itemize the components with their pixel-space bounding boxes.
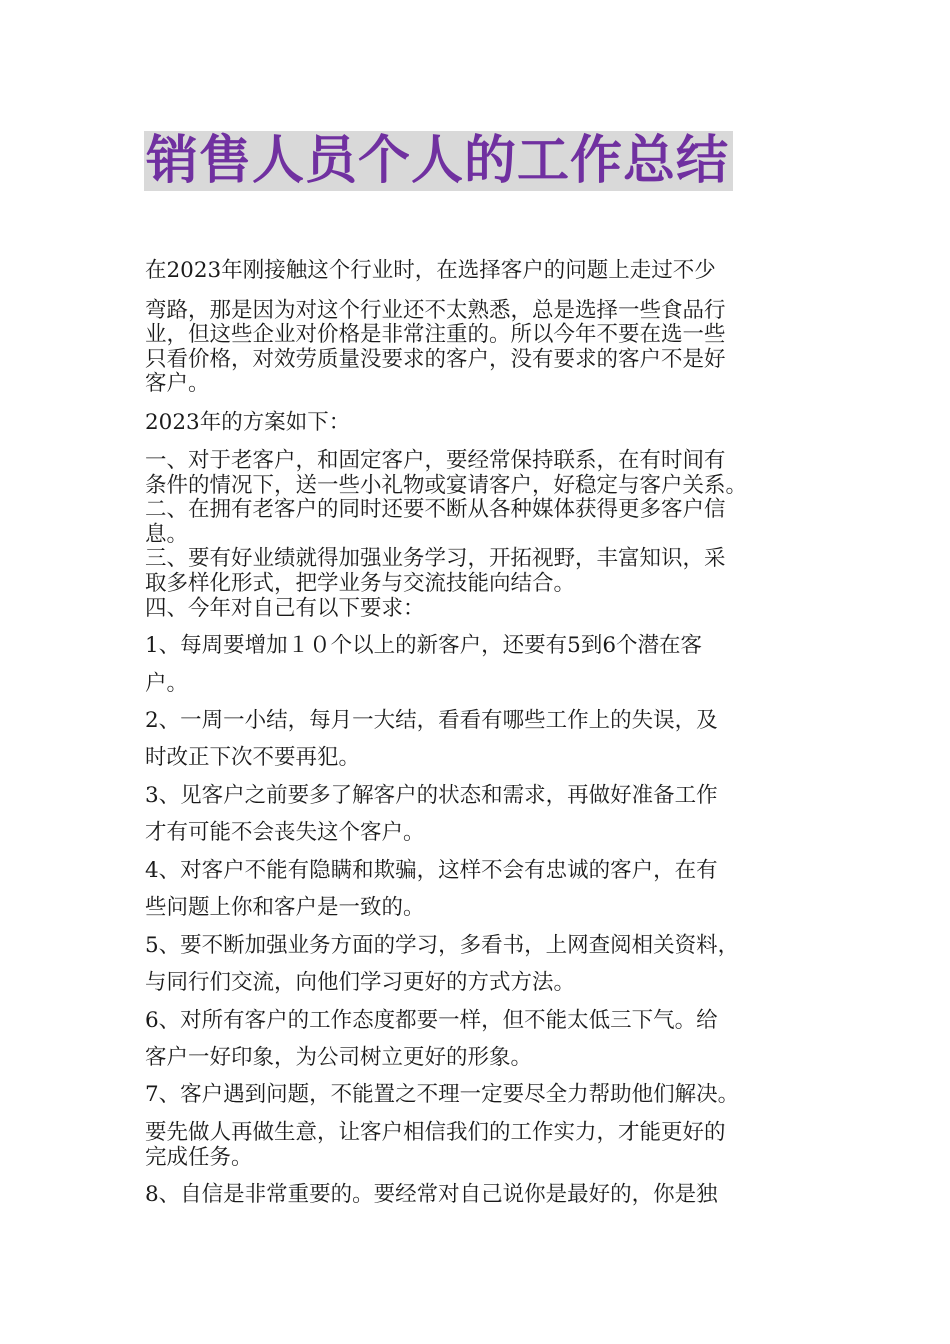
title-highlight — [144, 131, 733, 191]
paragraph-line: 户。 — [145, 671, 189, 696]
paragraph-line: 客户。 — [145, 371, 210, 396]
paragraph-line: 4、对客户不能有隐瞒和欺骗，这样不会有忠诚的客户，在有 — [145, 858, 718, 883]
paragraph-line: 2023年的方案如下： — [145, 410, 351, 435]
paragraph-line: 业，但这些企业对价格是非常注重的。所以今年不要在选一些 — [145, 322, 726, 347]
paragraph-line: 只看价格，对效劳质量没要求的客户，没有要求的客户不是好 — [145, 347, 726, 372]
paragraph-line: 1、每周要增加１０个以上的新客户，还要有5到6个潜在客 — [145, 633, 703, 658]
paragraph-line: 8、自信是非常重要的。要经常对自己说你是最好的，你是独 — [145, 1182, 718, 1207]
paragraph-line: 完成任务。 — [145, 1145, 253, 1170]
paragraph-line: 时改正下次不要再犯。 — [145, 745, 361, 770]
paragraph-line: 取多样化形式，把学业务与交流技能向结合。 — [145, 571, 576, 596]
page-title: 销售人员个人的工作总结 — [146, 131, 730, 191]
paragraph-line: 客户一好印象，为公司树立更好的形象。 — [145, 1045, 533, 1070]
paragraph-line: 3、见客户之前要多了解客户的状态和需求，再做好准备工作 — [145, 783, 718, 808]
paragraph-line: 与同行们交流，向他们学习更好的方式方法。 — [145, 970, 576, 995]
paragraph-line: 在2023年刚接触这个行业时，在选择客户的问题上走过不少 — [145, 258, 716, 283]
paragraph-line: 一、对于老客户，和固定客户，要经常保持联系，在有时间有 — [145, 448, 726, 473]
paragraph-line: 四、今年对自己有以下要求： — [145, 596, 425, 621]
paragraph-line: 才有可能不会丧失这个客户。 — [145, 820, 425, 845]
paragraph-line: 7、客户遇到问题，不能置之不理一定要尽全力帮助他们解决。 — [145, 1082, 740, 1107]
paragraph-line: 三、要有好业绩就得加强业务学习，开拓视野，丰富知识，采 — [145, 546, 726, 571]
paragraph-line: 些问题上你和客户是一致的。 — [145, 895, 425, 920]
paragraph-line: 6、对所有客户的工作态度都要一样，但不能太低三下气。给 — [145, 1008, 718, 1033]
paragraph-line: 5、要不断加强业务方面的学习，多看书，上网查阅相关资料， — [145, 933, 740, 958]
paragraph-line: 息。 — [145, 522, 189, 547]
paragraph-line: 二、在拥有老客户的同时还要不断从各种媒体获得更多客户信 — [145, 497, 726, 522]
paragraph-line: 2、一周一小结，每月一大结，看看有哪些工作上的失误，及 — [145, 708, 718, 733]
paragraph-line: 弯路，那是因为对这个行业还不太熟悉，总是选择一些食品行 — [145, 298, 726, 323]
paragraph-line: 条件的情况下，送一些小礼物或宴请客户，好稳定与客户关系。 — [145, 473, 748, 498]
paragraph-line: 要先做人再做生意，让客户相信我们的工作实力，才能更好的 — [145, 1120, 726, 1145]
